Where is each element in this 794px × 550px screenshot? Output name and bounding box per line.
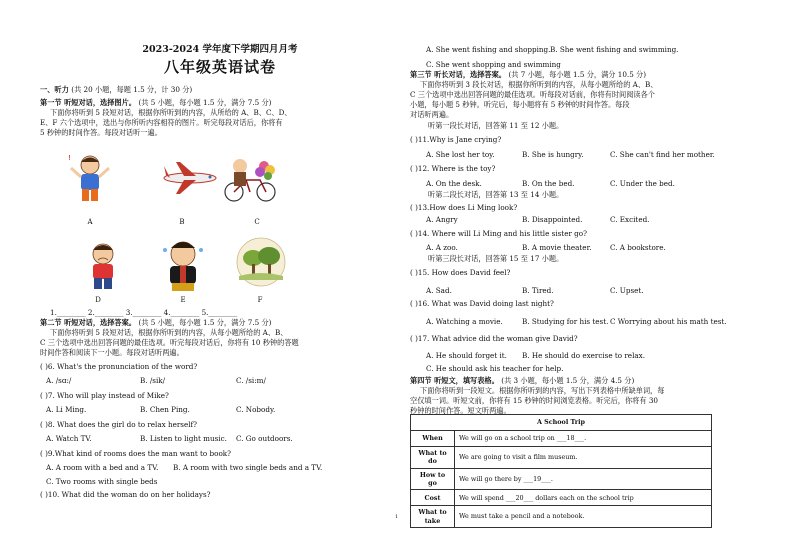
q15-option-c: C. Upset. xyxy=(610,286,644,295)
table-row xyxy=(411,506,712,528)
sec3-note: (共 7 小题，每小题 1.5 分，满分 10.5 分) xyxy=(508,70,647,79)
q7-question: ( )7. Who will play instead of Mike? xyxy=(40,391,169,400)
q14-option-b: B. A movie theater. xyxy=(522,243,592,252)
q16-option-c: C Worrying about his math test. xyxy=(610,317,727,326)
picture-c-label: C xyxy=(254,218,260,226)
picture-f-label: F xyxy=(257,296,263,304)
sec1-intro-line3: 5 秒钟的时间作答。每段对话听一遍。 xyxy=(40,128,162,137)
picture-d-sad-boy xyxy=(78,240,128,292)
q8-option-b: B. Listen to light music. xyxy=(140,434,227,443)
q17-option-a: A. He should forget it. xyxy=(426,351,507,360)
q14-question: ( )14. Where will Li Ming and his little sister go? xyxy=(410,229,587,238)
sec4-heading xyxy=(410,376,634,385)
table-value: We must take a pencil and a notebook. xyxy=(455,506,712,528)
table-value: We will go there by ___19___. xyxy=(455,468,712,490)
picture-d-label: D xyxy=(95,296,101,304)
sec3-lead-3: 听第三段长对话，回答第 15 至 17 小题。 xyxy=(428,254,564,263)
part1-title: 一、听力 xyxy=(40,85,69,94)
sec4-intro-line1: 下面你将听到一段短文。根据你所听到的内容，写出下列表格中所缺单词，每 xyxy=(420,386,665,395)
table-header-row xyxy=(411,415,712,431)
q6-option-b: B. /sik/ xyxy=(140,376,166,385)
q7-option-a: A. Li Ming. xyxy=(46,405,87,414)
sec4-intro-line2: 空仅填一词。听短文前，你将有 15 秒钟的时间浏览表格。听完后，你将有 30 xyxy=(410,396,658,405)
q9-option-a: A. A room with a bed and a TV. xyxy=(46,463,159,472)
q13-option-b: B. Disappointed. xyxy=(522,215,583,224)
sec1-title: 第一节 听短对话，选择图片。 xyxy=(40,98,136,107)
sec2-intro-line2: C 三个选项中选出回答问题的最佳选项。听完每段对话后，你将有 10 秒钟的答题 xyxy=(40,338,299,347)
table-heading: A School Trip xyxy=(411,415,712,431)
table-key: Cost xyxy=(411,490,455,506)
q11-option-c: C. She can't find her mother. xyxy=(610,150,715,159)
picture-c-bicycle-flowers xyxy=(220,152,280,204)
q13-option-a: A. Angry xyxy=(426,215,458,224)
q11-option-b: B. She is hungry. xyxy=(522,150,584,159)
table-value: We will go on a school trip on ___18___. xyxy=(455,431,712,447)
table-key: What to take xyxy=(411,506,455,528)
sec1-note: (共 5 小题，每小题 1.5 分，满分 7.5 分) xyxy=(138,98,272,107)
q17-question: ( )17. What advice did the woman give David? xyxy=(410,334,578,343)
sec2-intro-line3: 时间作答和阅读下一小题。每段对话听两遍。 xyxy=(40,348,184,357)
picture-b-airplane xyxy=(160,158,220,210)
q9-option-b: B. A room with two single beds and a TV. xyxy=(173,463,323,472)
q16-question: ( )16. What was David doing last night? xyxy=(410,299,554,308)
table-row xyxy=(411,490,712,506)
q17-option-b: B. He should do exercise to relax. xyxy=(522,351,645,360)
picture-a-upset-boy xyxy=(65,152,115,204)
sec4-note: (共 3 小题，每小题 1.5 分，满分 4.5 分) xyxy=(501,376,635,385)
q10-option-b: B. She went fishing and swimming. xyxy=(550,45,679,54)
q9-option-c: C. Two rooms with single beds xyxy=(46,477,158,486)
q12-question: ( )12. Where is the toy? xyxy=(410,164,496,173)
exam-term-title: 2023-2024 学年度下学期四月月考 xyxy=(142,44,298,55)
svg-text:!: ! xyxy=(68,154,71,162)
table-row xyxy=(411,431,712,447)
q16-option-a: A. Watching a movie. xyxy=(426,317,503,326)
q15-option-b: B. Tired. xyxy=(522,286,554,295)
q17-option-c: C. He should ask his teacher for help. xyxy=(426,364,564,373)
q15-question: ( )15. How does David feel? xyxy=(410,268,511,277)
table-value: We will spend ___20___ dollars each on the school trip xyxy=(455,490,712,506)
q12-option-c: C. Under the bed. xyxy=(610,179,675,188)
sec2-note: (共 5 小题，每小题 1.5 分，满分 7.5 分) xyxy=(138,318,272,327)
q6-option-a: A. /sɑ:/ xyxy=(46,376,72,385)
q6-option-c: C. /si:m/ xyxy=(236,376,266,385)
table-key: What to do xyxy=(411,447,455,469)
sec3-intro-line1: 下面你将听到 3 段长对话，根据你所听到的内容，从每小题所给的 A、B、 xyxy=(420,80,658,89)
picture-e-label: E xyxy=(180,296,186,304)
part1-heading xyxy=(40,85,192,94)
q12-option-b: B. On the bed. xyxy=(522,179,575,188)
sec4-title: 第四节 听短文，填写表格。 xyxy=(410,376,499,385)
sec1-intro-line2: E、F 六个选项中，选出与你所听内容相符的图片。听完每段对话后，你将有 xyxy=(40,118,283,127)
exam-title: 八年级英语试卷 xyxy=(163,58,276,76)
sec1-heading xyxy=(40,98,271,107)
q14-option-c: C. A bookstore. xyxy=(610,243,666,252)
q6-question: ( )6. What's the pronunciation of the word? xyxy=(40,362,198,371)
sec2-heading xyxy=(40,318,271,327)
q10-option-a: A. She went fishing and shopping. xyxy=(426,45,551,54)
part1-note: (共 20 小题，每题 1.5 分，计 30 分) xyxy=(71,85,193,94)
sec2-title: 第二节 听短对话，选择答案。 xyxy=(40,318,136,327)
q13-option-c: C. Excited. xyxy=(610,215,650,224)
q10-question: ( )10. What did the woman do on her holidays? xyxy=(40,490,211,499)
sec3-title: 第三节 听长对话，选择答案。 xyxy=(410,70,506,79)
picture-f-trees xyxy=(235,236,287,288)
q8-option-a: A. Watch TV. xyxy=(46,434,92,443)
q10-option-c: C. She went shopping and swimming xyxy=(426,60,561,69)
q12-option-a: A. On the desk. xyxy=(426,179,482,188)
q8-option-c: C. Go outdoors. xyxy=(236,434,293,443)
sec3-lead-1: 听第一段长对话，回答第 11 至 12 小题。 xyxy=(428,121,564,130)
picture-a-label: A xyxy=(87,218,93,226)
q8-question: ( )8. What does the girl do to relax herself? xyxy=(40,420,198,429)
sec3-intro-line2: C 三个选项中选出回答问题的最佳选项。听每段对话前，你将有时间阅读各个 xyxy=(410,90,655,99)
table-key: How to go xyxy=(411,468,455,490)
q14-option-a: A. A zoo. xyxy=(426,243,458,252)
sec3-intro-line4: 对话听两遍。 xyxy=(410,110,454,119)
sec3-lead-2: 听第二段长对话，回答第 13 至 14 小题。 xyxy=(428,190,564,199)
sec3-intro-line3: 小题，每小题 5 秒钟。听完后，每小题将有 5 秒钟的时间作答。每段 xyxy=(410,100,630,109)
table-row xyxy=(411,447,712,469)
sec2-intro-line1: 下面你将听到 5 段短对话，根据你所听到的内容，从每小题所给的 A、B、 xyxy=(50,328,288,337)
table-row xyxy=(411,468,712,490)
school-trip-table xyxy=(410,414,712,528)
sec1-answer-blanks: 1.________ 2.________ 3.________ 4.________ 5.________ xyxy=(50,308,238,317)
table-value: We are going to visit a film museum. xyxy=(455,447,712,469)
picture-e-nervous-man xyxy=(158,238,208,290)
table-key: When xyxy=(411,431,455,447)
q7-option-c: C. Nobody. xyxy=(236,405,276,414)
picture-b-label: B xyxy=(179,218,185,226)
q11-option-a: A. She lost her toy. xyxy=(426,150,495,159)
q9-question: ( )9.What kind of rooms does the man want to book? xyxy=(40,449,231,458)
q15-option-a: A. Sad. xyxy=(426,286,452,295)
q7-option-b: B. Chen Ping. xyxy=(140,405,190,414)
q11-question: ( )11.Why is Jane crying? xyxy=(410,135,502,144)
q13-question: ( )13.How does Li Ming look? xyxy=(410,203,518,212)
sec4-intro-line3: 秒钟的时间作答。短文听两遍。 xyxy=(410,406,511,415)
sec3-heading xyxy=(410,70,646,79)
page-number: 1 xyxy=(395,514,399,520)
q16-option-b: B. Studying for his test. xyxy=(522,317,609,326)
sec1-intro-line1: 下面你将听到 5 段短对话，根据你所听到的内容，从所给的 A、B、C、D、 xyxy=(50,108,292,117)
